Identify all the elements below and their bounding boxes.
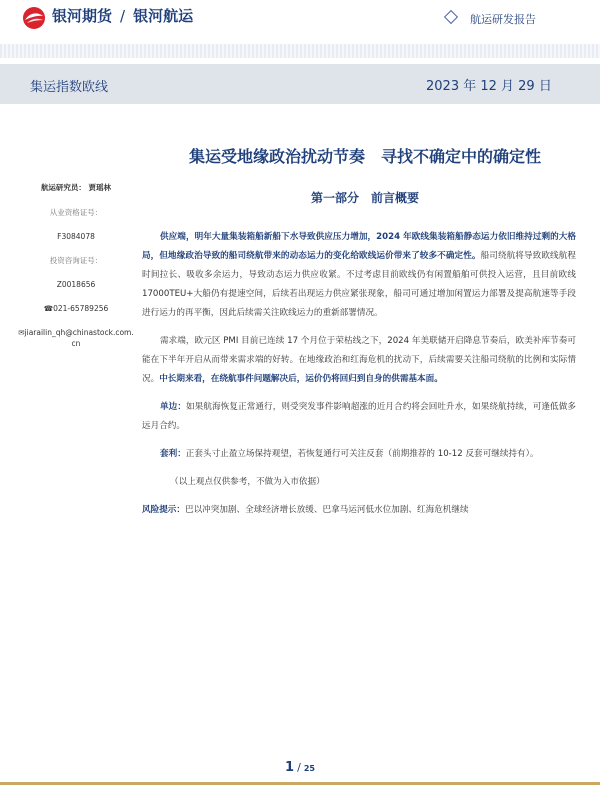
page-footer xyxy=(0,756,600,775)
arbitrage-paragraph xyxy=(142,445,576,464)
risk-paragraph xyxy=(142,501,576,520)
mail-icon: ✉ xyxy=(18,328,25,337)
supply-paragraph xyxy=(142,228,576,323)
diamond-icon xyxy=(444,10,458,24)
page-separator: / xyxy=(297,761,301,774)
license-label: 从业资格证号： xyxy=(49,208,103,217)
arbitrage-text: 正套头寸止盈立场保持观望，若恢复通行可关注反套（前期推荐的 10-12 反套可继续持有）。 xyxy=(185,449,539,459)
analyst-name: 航运研究员： 贾瑶林 xyxy=(40,183,112,192)
demand-paragraph xyxy=(142,332,576,389)
phone-contact xyxy=(18,303,134,314)
advisory-value: Z0018656 xyxy=(56,280,96,289)
disclaimer: （以上观点仅供参考，不做为入市依据） xyxy=(170,477,325,487)
supply-lead: 供应端，明年大量集装箱船新船下水导致供应压力增加，2024 年欧线集装箱船静态运力依旧维持过剩的大格局，但地缘政治导致的船司绕航带来的动态运力的变化给欧线运价带来了较多不确定性。 xyxy=(142,232,576,261)
header-stripe xyxy=(0,44,600,58)
section-subtitle: 第一部分 前言概要 xyxy=(310,191,419,205)
single-side-label: 单边： xyxy=(160,402,187,412)
demand-conclusion: 中长期来看，在绕航事件问题解决后，运价仍将回归到自身的供需基本面。 xyxy=(159,374,443,384)
report-type: 航运研发报告 xyxy=(470,13,536,26)
brand-shipping: 银河航运 xyxy=(133,7,194,25)
brand-divider: / xyxy=(120,7,126,25)
report-date: 2023 年 12 月 29 日 xyxy=(426,79,552,94)
summary-body xyxy=(142,228,576,529)
galaxy-logo-icon xyxy=(22,6,46,30)
email-contact[interactable] xyxy=(18,327,134,349)
demand-text: 需求端，欧元区 PMI 目前已连续 17 个月位于荣枯线之下，2024 年美联储开启降息节奏后，欧美补库节奏可能在下半年开启从而带来需求端的好转。在地缘政治和红海危机的扰动下，后续需要关注船司绕航的比例和实际情况。 xyxy=(142,336,576,384)
brand-futures: 银河期货 xyxy=(52,7,113,25)
section-name: 集运指数欧线 xyxy=(30,80,109,95)
phone-number: 021-65789256 xyxy=(53,304,109,313)
phone-icon: ☎ xyxy=(43,304,54,313)
single-side-paragraph xyxy=(142,398,576,436)
email-address[interactable]: jiarailin_qh@chinastock.com.cn xyxy=(24,328,134,348)
single-side-text: 如果航海恢复正常通行，则受突发事件影响超涨的近月合约将会回吐升水，如果绕航持续，可逢低做多远月合约。 xyxy=(142,402,576,431)
page-number: 1 xyxy=(285,760,295,775)
license-value: F3084078 xyxy=(57,232,95,241)
page-total: 25 xyxy=(303,764,315,773)
arbitrage-label: 套利： xyxy=(160,449,186,459)
report-header xyxy=(0,0,600,44)
report-title: 集运受地缘政治扰动节奏 寻找不确定中的确定性 xyxy=(188,147,541,166)
supply-text: 船司绕航将导致欧线航程时间拉长、吸收多余运力，导致动态运力供应收紧。不过考虑目前欧线仍有闲置船舶可供投入运营，且目前欧线 17000TEU+大船仍有提速空间，后续若出现运力供应紧张现象，船司可通过增加闲置运力部署及提高航速等手段进行运力的再平衡，因此后续需关注欧线运力的重新部署情况。 xyxy=(142,251,576,318)
footer-rule xyxy=(0,782,600,785)
risk-text: 巴以冲突加剧、全球经济增长放缓、巴拿马运河低水位加剧、红海危机继续 xyxy=(184,505,469,515)
brand-name xyxy=(52,5,193,26)
advisory-label: 投资咨询证号： xyxy=(49,256,103,265)
analyst-sidebar xyxy=(18,182,134,349)
risk-label: 风险提示： xyxy=(142,505,185,515)
